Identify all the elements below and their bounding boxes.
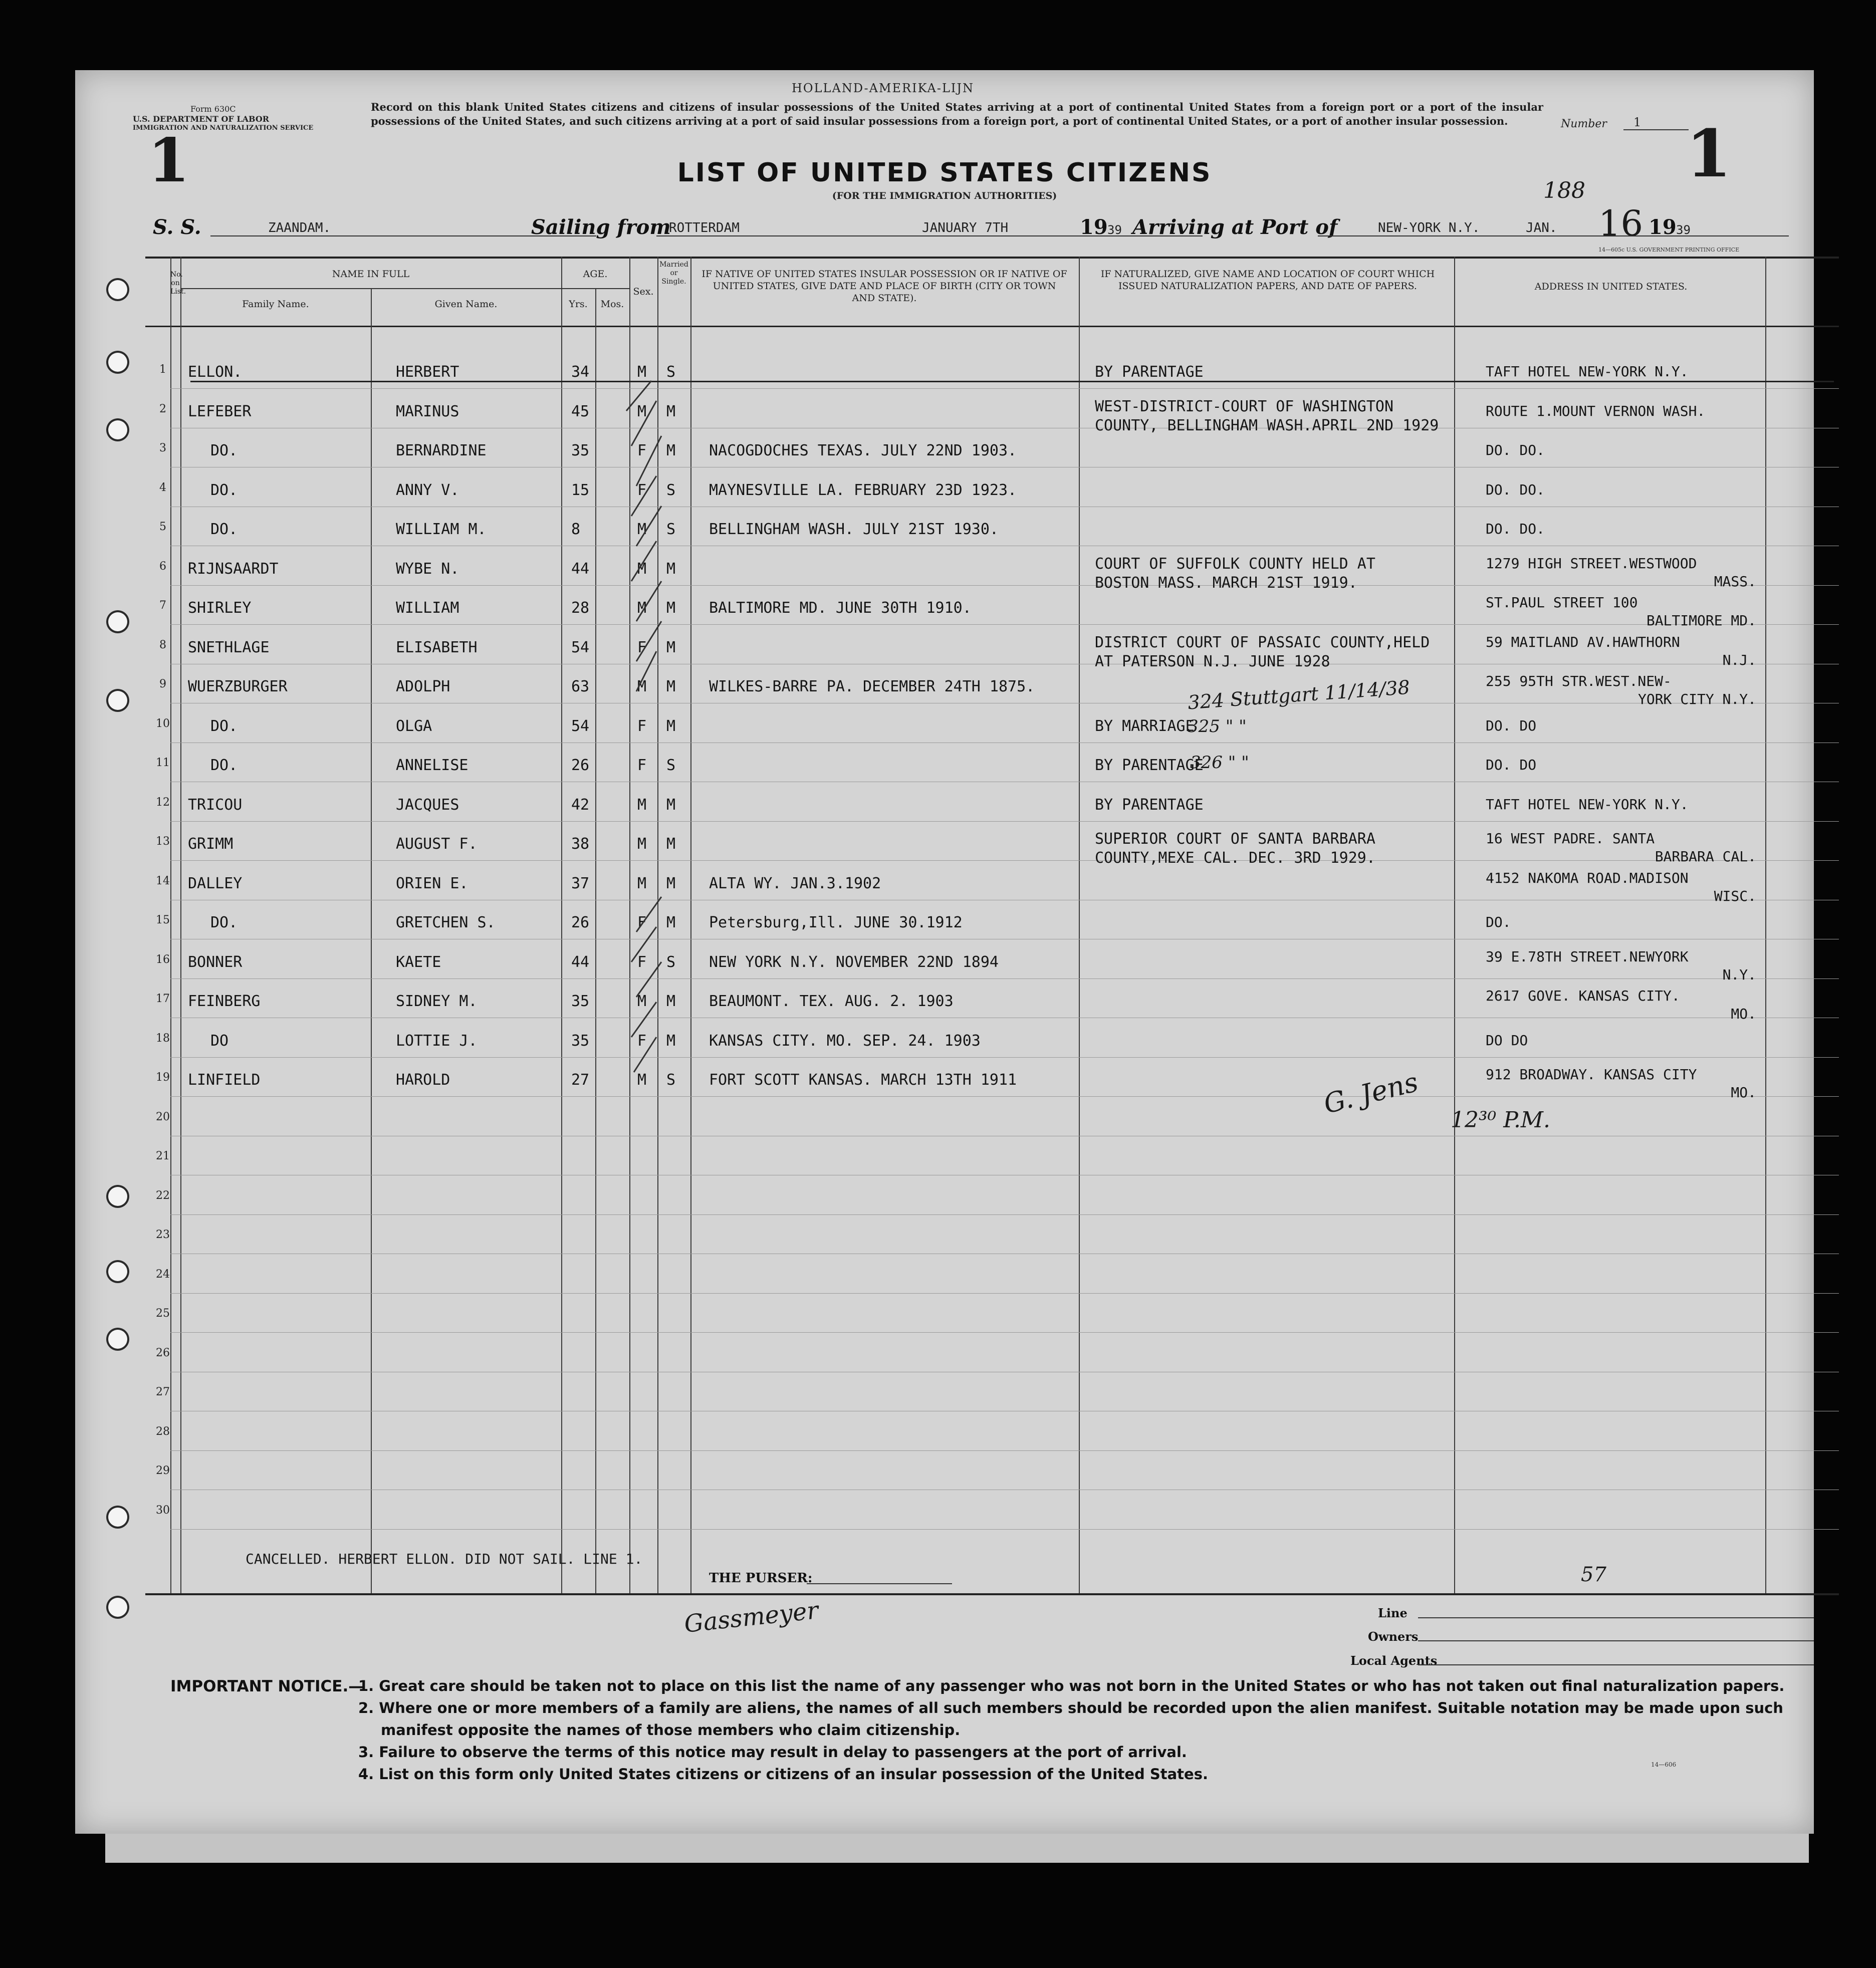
address-line-1: DO. DO [1486, 757, 1537, 773]
given-name: KAETE [396, 953, 441, 971]
number-value: 1 [1633, 115, 1642, 129]
row-number: 29 [156, 1464, 170, 1477]
col-header-given-name: Given Name. [434, 299, 498, 310]
address-line-2: MO. [1731, 1084, 1756, 1101]
row-number: 10 [156, 717, 170, 730]
col-header-yrs: Yrs. [569, 299, 588, 310]
row-number: 14 [156, 874, 170, 887]
family-name: DO. [210, 914, 238, 931]
punch-hole [106, 418, 129, 441]
ss-label: S. S. [153, 215, 201, 239]
given-name: GRETCHEN S. [396, 914, 496, 931]
table-header-bottom [145, 326, 1839, 327]
form-number: Form 630C [190, 104, 236, 114]
row-number: 23 [156, 1228, 170, 1241]
sex: F [637, 953, 647, 971]
birth-place-date: BELLINGHAM WASH. JULY 21ST 1930. [709, 521, 999, 538]
address-line-1: DO. DO [1486, 717, 1537, 734]
birth-place-date: WILKES-BARRE PA. DECEMBER 24TH 1875. [709, 678, 1035, 695]
name-subheader-line [180, 288, 561, 289]
marital-status: M [666, 599, 676, 617]
family-name: DO [210, 1032, 229, 1050]
marital-status: S [666, 953, 676, 971]
address-line-1: TAFT HOTEL NEW-YORK N.Y. [1486, 363, 1689, 380]
marital-status: S [666, 1071, 676, 1089]
sex: F [637, 1032, 647, 1050]
family-name: WUERZBURGER [188, 678, 288, 695]
handwritten-time: 12³⁰ P.M. [1451, 1107, 1550, 1133]
bottom-signature: Gassmeyer [682, 1596, 820, 1638]
naturalization-line-1: BY MARRIAGE [1095, 717, 1195, 735]
naturalization-line-2: COUNTY,MEXE CAL. DEC. 3RD 1929. [1095, 849, 1375, 867]
family-name: FEINBERG [188, 993, 261, 1010]
punch-hole [106, 1506, 129, 1529]
handwritten-mark-right: 1 [1686, 115, 1732, 192]
address-line-1: DO. DO. [1486, 442, 1545, 458]
manifest-sheet [75, 70, 1814, 1834]
row-number: 12 [156, 796, 170, 809]
row-number: 7 [159, 599, 166, 612]
number-label: Number [1561, 118, 1607, 130]
port-of-arrival: NEW-YORK N.Y. [1378, 220, 1480, 235]
birth-place-date: MAYNESVILLE LA. FEBRUARY 23D 1923. [709, 481, 1017, 499]
sailing-from-label: Sailing from [531, 215, 671, 239]
marital-status: M [666, 638, 676, 656]
marital-status: M [666, 717, 676, 735]
col-divider [371, 288, 372, 1593]
sailing-year-prefix: 19 [1080, 215, 1108, 239]
address-line-1: DO. DO. [1486, 481, 1545, 498]
punch-hole [106, 351, 129, 374]
col-header-no: No. on List. [170, 271, 186, 296]
family-name: DO. [210, 521, 238, 538]
age-years: 15 [571, 481, 590, 499]
row-number: 28 [156, 1425, 170, 1438]
pencil-check-marks [606, 371, 717, 1122]
age-years: 26 [571, 757, 590, 774]
marital-status: M [666, 914, 676, 931]
age-years: 54 [571, 638, 590, 656]
agents-underline [1418, 1664, 1814, 1665]
age-years: 54 [571, 717, 590, 735]
row-number: 19 [156, 1071, 170, 1084]
address-line-1: 16 WEST PADRE. SANTA [1486, 830, 1655, 847]
row-number: 25 [156, 1307, 170, 1320]
given-name: LOTTIE J. [396, 1032, 478, 1050]
family-name: ELLON. [188, 363, 243, 381]
line-underline [1418, 1617, 1814, 1618]
naturalization-line-1: SUPERIOR COURT OF SANTA BARBARA [1095, 830, 1375, 848]
birth-place-date: FORT SCOTT KANSAS. MARCH 13TH 1911 [709, 1071, 1017, 1089]
family-name: DO. [210, 481, 238, 499]
age-years: 44 [571, 560, 590, 578]
row-rule [170, 1214, 1839, 1215]
handwritten-note-row-9: 324 Stuttgart 11/14/38 [1187, 676, 1411, 714]
naturalization-line-1: BY PARENTAGE [1095, 363, 1204, 381]
col-header-married: Married or Single. [659, 261, 688, 286]
family-name: DALLEY [188, 874, 243, 892]
given-name: WYBE N. [396, 560, 459, 578]
purser-label: THE PURSER: [709, 1571, 813, 1586]
row-number: 18 [156, 1032, 170, 1045]
address-line-1: DO. [1486, 914, 1511, 930]
row-number: 1 [159, 363, 166, 376]
notice-item-2: 2. Where one or more members of a family are aliens, the names of all such members should be recorded upon the alien manifest. Suitable notation may be made upon such [358, 1699, 1783, 1716]
address-line-1: DO DO [1486, 1032, 1528, 1049]
marital-status: M [666, 874, 676, 892]
notice-item-3: 3. Failure to observe the terms of this notice may result in delay to passengers at the port of arrival. [358, 1744, 1187, 1761]
row-number: 27 [156, 1386, 170, 1398]
family-name: TRICOU [188, 796, 243, 814]
marital-status: M [666, 993, 676, 1010]
address-line-1: DO. DO. [1486, 521, 1545, 537]
sex: F [637, 481, 647, 499]
number-underline [1623, 129, 1689, 130]
port-of-departure: ROTTERDAM [669, 220, 740, 235]
col-header-age: AGE. [583, 269, 608, 280]
sex: M [637, 1071, 647, 1089]
row-number: 9 [159, 678, 166, 690]
notice-item-4: 4. List on this form only United States citizens or citizens of an insular possession of the United States. [358, 1766, 1208, 1783]
page-title: LIST OF UNITED STATES CITIZENS [677, 158, 1212, 188]
address-line-1: 4152 NAKOMA ROAD.MADISON [1486, 869, 1689, 886]
page-subtitle: (FOR THE IMMIGRATION AUTHORITIES) [832, 190, 1057, 201]
given-name: MARINUS [396, 402, 459, 420]
birth-place-date: BEAUMONT. TEX. AUG. 2. 1903 [709, 993, 954, 1010]
row-rule [170, 1332, 1839, 1333]
marital-status: S [666, 363, 676, 381]
age-years: 38 [571, 835, 590, 853]
family-name: LEFEBER [188, 402, 252, 420]
row-number: 8 [159, 638, 166, 651]
row-number: 6 [159, 560, 166, 573]
row-number: 26 [156, 1346, 170, 1359]
sex: M [637, 560, 647, 578]
sex: F [637, 717, 647, 735]
family-name: DO. [210, 757, 238, 774]
age-years: 42 [571, 796, 590, 814]
punch-hole [106, 1328, 129, 1351]
row-number: 5 [159, 521, 166, 533]
naturalization-line-1: BY PARENTAGE [1095, 757, 1204, 774]
age-years: 28 [571, 599, 590, 617]
age-years: 37 [571, 874, 590, 892]
notice-item-2-cont: manifest opposite the names of those members who claim citizenship. [381, 1721, 961, 1739]
owners-underline [1418, 1640, 1814, 1641]
age-subheader-line [561, 288, 629, 289]
given-name: WILLIAM M. [396, 521, 487, 538]
handwritten-mark-left: 1 [148, 125, 190, 196]
row-rule [170, 1450, 1839, 1451]
sex: M [637, 363, 647, 381]
given-name: JACQUES [396, 796, 459, 814]
col-divider [1765, 257, 1766, 1593]
marital-status: M [666, 560, 676, 578]
marital-status: S [666, 757, 676, 774]
row-number: 21 [156, 1150, 170, 1162]
col-header-mos: Mos. [600, 299, 624, 310]
notice-label: IMPORTANT NOTICE.— [170, 1677, 364, 1695]
address-line-2: YORK CITY N.Y. [1637, 691, 1756, 707]
marital-status: M [666, 442, 676, 459]
age-years: 35 [571, 442, 590, 459]
address-line-1: 1279 HIGH STREET.WESTWOOD [1486, 555, 1697, 572]
sex: M [637, 796, 647, 814]
family-name: DO. [210, 717, 238, 735]
punch-hole [106, 689, 129, 712]
address-line-1: 39 E.78TH STREET.NEWYORK [1486, 948, 1689, 965]
sex: M [637, 874, 647, 892]
punch-hole [106, 1260, 129, 1283]
owners-label: Owners [1368, 1629, 1419, 1644]
col-header-native: IF NATIVE OF UNITED STATES INSULAR POSSESSION OR IF NATIVE OF UNITED STATES, GIVE DATE AND PLACE OF BIRTH (CITY OR TOWN AND STATE). [701, 269, 1067, 304]
birth-place-date: KANSAS CITY. MO. SEP. 24. 1903 [709, 1032, 981, 1050]
address-line-1: ST.PAUL STREET 100 [1486, 594, 1638, 611]
arrival-day: 16 [1598, 203, 1644, 244]
row-number: 22 [156, 1189, 170, 1202]
sex: M [637, 521, 647, 538]
marital-status: M [666, 1032, 676, 1050]
punch-hole [106, 1185, 129, 1208]
arrival-year: 39 [1676, 223, 1691, 237]
address-line-1: TAFT HOTEL NEW-YORK N.Y. [1486, 796, 1689, 813]
printer-note: 14—605c U.S. GOVERNMENT PRINTING OFFICE [1598, 247, 1740, 253]
form-code: 14—606 [1651, 1761, 1677, 1768]
handwritten-signature: G. Jens [1320, 1066, 1422, 1120]
row-number: 3 [159, 442, 166, 454]
naturalization-line-1: DISTRICT COURT OF PASSAIC COUNTY,HELD [1095, 633, 1430, 651]
col-divider [1079, 257, 1080, 1593]
age-years: 63 [571, 678, 590, 695]
age-years: 35 [571, 1032, 590, 1050]
sex: F [637, 442, 647, 459]
address-line-2: WISC. [1714, 887, 1756, 904]
family-name: LINFIELD [188, 1071, 261, 1089]
arrival-underline [1318, 235, 1789, 236]
birth-place-date: ALTA WY. JAN.3.1902 [709, 874, 881, 892]
line-label: Line [1378, 1606, 1408, 1620]
age-years: 8 [571, 521, 581, 538]
sex: M [637, 835, 647, 853]
department-name: U.S. DEPARTMENT OF LABOR [133, 114, 270, 124]
local-agents-label: Local Agents [1350, 1653, 1438, 1668]
given-name: ADOLPH [396, 678, 450, 695]
family-name: SHIRLEY [188, 599, 252, 617]
address-line-2: BALTIMORE MD. [1646, 612, 1756, 629]
row-number: 4 [159, 481, 166, 494]
address-line-1: 912 BROADWAY. KANSAS CITY [1486, 1066, 1697, 1083]
given-name: ORIEN E. [396, 874, 468, 892]
row-number: 30 [156, 1504, 170, 1517]
sex: F [637, 757, 647, 774]
family-name: BONNER [188, 953, 243, 971]
col-header-naturalized: IF NATURALIZED, GIVE NAME AND LOCATION OF COURT WHICH ISSUED NATURALIZATION PAPERS, AND DATE OF PAPERS. [1100, 269, 1435, 292]
punch-hole [106, 278, 129, 301]
birth-place-date: NEW YORK N.Y. NOVEMBER 22ND 1894 [709, 953, 999, 971]
sex: M [637, 402, 647, 420]
naturalization-line-1: COURT OF SUFFOLK COUNTY HELD AT [1095, 555, 1375, 573]
record-instructions: Record on this blank United States citizens and citizens of insular possessions of the United States arriving at a port of continental United States from a foreign port or a port of the insular possessions of the United States, and such citizens arriving at a port of said insular possessions from a foreign port, a port of continental United States, or a port of another insular possession. [371, 101, 1543, 127]
row-number: 16 [156, 953, 170, 966]
sailing-date: JANUARY 7TH [922, 220, 1009, 235]
row-number: 17 [156, 993, 170, 1005]
naturalization-line-1: BY PARENTAGE [1095, 796, 1204, 814]
row-number: 24 [156, 1268, 170, 1281]
cancelled-note: CANCELLED. HERBERT ELLON. DID NOT SAIL. LINE 1. [246, 1551, 643, 1567]
marital-status: M [666, 796, 676, 814]
arrival-month: JAN. [1526, 220, 1557, 235]
col-header-sex: Sex. [633, 286, 654, 297]
handwritten-arrival-note: 188 [1543, 178, 1585, 203]
address-line-1: 59 MAITLAND AV.HAWTHORN [1486, 633, 1680, 650]
given-name: BERNARDINE [396, 442, 487, 459]
arrival-year-prefix: 19 [1649, 215, 1677, 239]
table-bottom-border [145, 1593, 1839, 1595]
punch-hole [106, 1596, 129, 1619]
shipping-line-name: HOLLAND-AMERIKA-LIJN [792, 81, 975, 95]
row-rule [170, 388, 1839, 389]
sex: F [637, 914, 647, 931]
age-years: 35 [571, 993, 590, 1010]
naturalization-line-1: WEST-DISTRICT-COURT OF WASHINGTON [1095, 397, 1394, 415]
address-line-2: MASS. [1714, 573, 1756, 590]
given-name: AUGUST F. [396, 835, 478, 853]
sex: F [637, 638, 647, 656]
notice-item-1: 1. Great care should be taken not to place on this list the name of any passenger who was not born in the United States or who has not taken out final naturalization papers. [358, 1677, 1785, 1694]
handwritten-note-row-11: 326 " " [1190, 753, 1249, 773]
col-divider [595, 288, 596, 1593]
naturalization-line-2: AT PATERSON N.J. JUNE 1928 [1095, 652, 1330, 670]
col-header-address: ADDRESS IN UNITED STATES. [1534, 281, 1688, 292]
row-number: 13 [156, 835, 170, 848]
marital-status: M [666, 402, 676, 420]
handwritten-page-number: 57 [1581, 1563, 1606, 1586]
given-name: HERBERT [396, 363, 459, 381]
age-years: 44 [571, 953, 590, 971]
address-line-2: MO. [1731, 1006, 1756, 1022]
purser-underline [807, 1583, 952, 1584]
age-years: 45 [571, 402, 590, 420]
sex: M [637, 993, 647, 1010]
row-number: 2 [159, 402, 166, 415]
marital-status: S [666, 481, 676, 499]
family-name: RIJNSAARDT [188, 560, 279, 578]
punch-hole [106, 610, 129, 633]
address-line-2: N.J. [1722, 651, 1756, 668]
handwritten-note-row-10: 325 " " [1188, 716, 1247, 736]
family-name: GRIMM [188, 835, 233, 853]
family-name: DO. [210, 442, 238, 459]
birth-place-date: BALTIMORE MD. JUNE 30TH 1910. [709, 599, 972, 617]
naturalization-line-2: BOSTON MASS. MARCH 21ST 1919. [1095, 574, 1357, 592]
birth-place-date: NACOGDOCHES TEXAS. JULY 22ND 1903. [709, 442, 1017, 459]
given-name: SIDNEY M. [396, 993, 478, 1010]
row-number: 11 [156, 757, 170, 769]
given-name: ANNELISE [396, 757, 468, 774]
sex: M [637, 599, 647, 617]
address-line-1: 2617 GOVE. KANSAS CITY. [1486, 988, 1680, 1004]
given-name: HAROLD [396, 1071, 450, 1089]
birth-place-date: Petersburg,Ill. JUNE 30.1912 [709, 914, 963, 931]
given-name: ELISABETH [396, 638, 478, 656]
table-top-border [145, 257, 1839, 259]
age-years: 27 [571, 1071, 590, 1089]
given-name: ANNY V. [396, 481, 459, 499]
col-header-name-in-full: NAME IN FULL [332, 269, 410, 280]
arriving-label: Arriving at Port of [1132, 215, 1338, 239]
row-rule [170, 1057, 1839, 1058]
cancelled-strikethrough [190, 381, 1834, 382]
row-rule [170, 1293, 1839, 1294]
address-line-2: BARBARA CAL. [1655, 848, 1756, 865]
row-rule [170, 821, 1839, 822]
col-header-family-name: Family Name. [242, 299, 309, 310]
address-line-1: 255 95TH STR.WEST.NEW- [1486, 673, 1672, 689]
address-line-2: N.Y. [1722, 966, 1756, 983]
col-divider [180, 257, 181, 1593]
sailing-year: 39 [1107, 223, 1122, 237]
row-number: 20 [156, 1110, 170, 1123]
address-line-1: ROUTE 1.MOUNT VERNON WASH. [1486, 402, 1706, 419]
col-divider [1454, 257, 1455, 1593]
marital-status: S [666, 521, 676, 538]
family-name: SNETHLAGE [188, 638, 270, 656]
col-divider [561, 257, 562, 1593]
row-rule [170, 1529, 1839, 1530]
row-number: 15 [156, 914, 170, 926]
ship-name: ZAANDAM. [268, 220, 331, 235]
marital-status: M [666, 678, 676, 695]
sex: M [637, 678, 647, 695]
given-name: WILLIAM [396, 599, 459, 617]
naturalization-line-2: COUNTY, BELLINGHAM WASH.APRIL 2ND 1929 [1095, 416, 1439, 434]
given-name: OLGA [396, 717, 432, 735]
service-name: IMMIGRATION AND NATURALIZATION SERVICE [133, 124, 314, 132]
age-years: 26 [571, 914, 590, 931]
marital-status: M [666, 835, 676, 853]
age-years: 34 [571, 363, 590, 381]
